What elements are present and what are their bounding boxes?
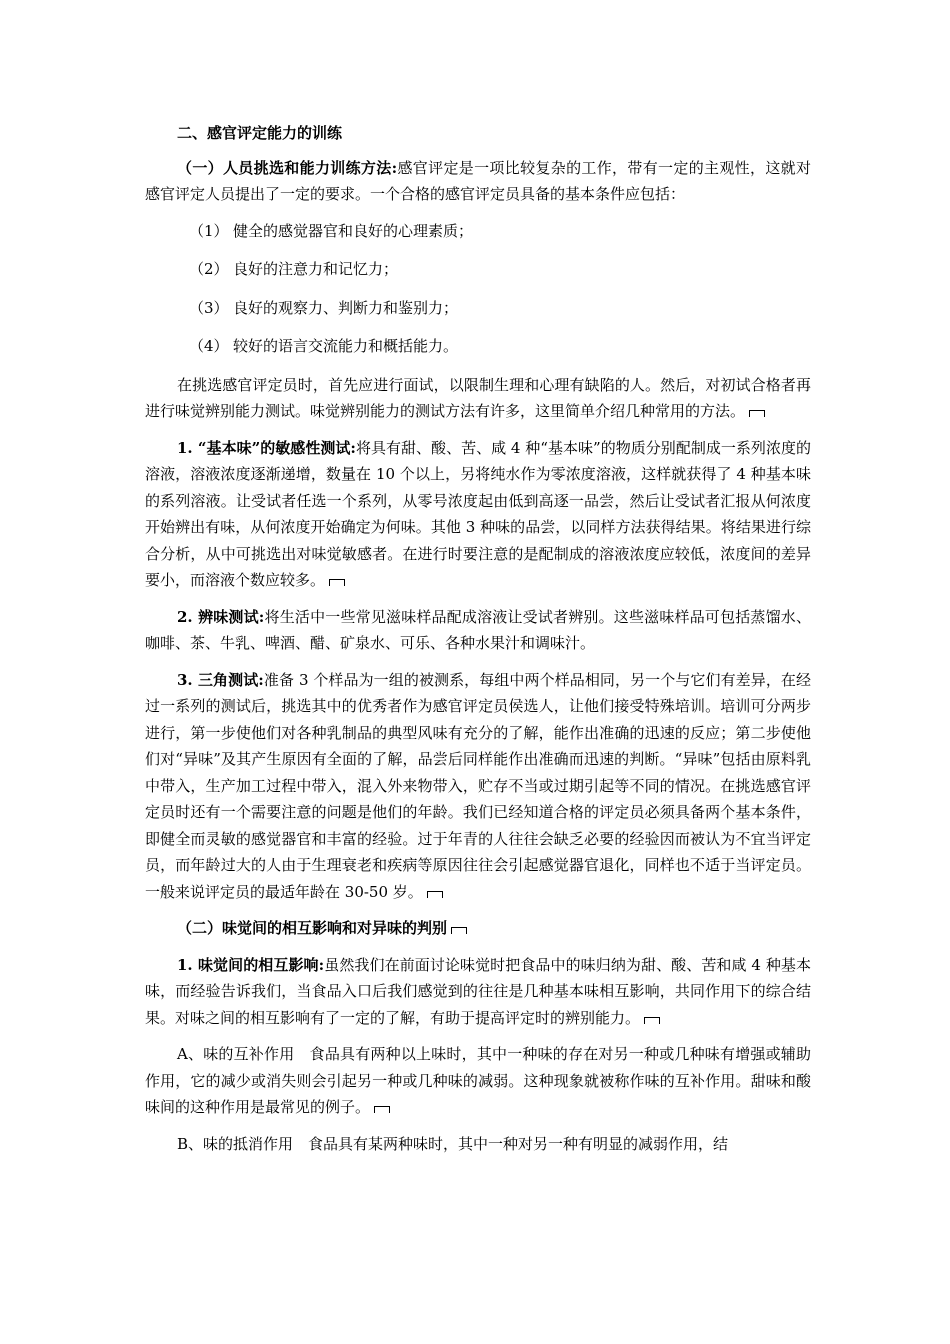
test1-text: 将具有甜、酸、苦、咸 4 种“基本味”的物质分别配制成一系列浓度的溶液，溶液浓度逐渐递增，数量在 10 个以上，另将纯水作为零浓度溶液，这样就获得了 4 种基本味的系列溶液。让受试者任选一个系列，从零号浓度起由低到高逐一品尝，然后让受试者汇报从何浓度开始辨出有味，从何浓度开始确定为何味。其他 3 种味的品尝，以同样方法获得结果。将结果进行综合分析，从中可挑选出对味觉敏感者。在进行时要注意的是配制成的溶液浓度应较低，浓度间的差异要小，而溶液个数应较多。: [145, 438, 811, 589]
test2-text: 将生活中一些常见滋味样品配成溶液让受试者辨别。这些滋味样品可包括蒸馏水、咖啡、茶、牛乳、啤酒、醋、矿泉水、可乐、各种水果汁和调味汁。: [145, 607, 811, 652]
sub1-text: 虽然我们在前面讨论味觉时把食品中的味归纳为甜、酸、苦和咸 4 种基本味，而经验告诉我们，当食品入口后我们感觉到的往往是几种基本味相互影响，共同作用下的综合结果。对味之间的相互影响有了一定的了解，有助于提高评定时的辨别能力。: [145, 955, 811, 1027]
test3-title: 3. 三角测试:: [177, 670, 264, 689]
test3-text: 准备 3 个样品为一组的被测系，每组中两个样品相同，另一个与它们有差异，在经过一系列的测试后，挑选其中的优秀者作为感官评定员侯选人，让他们接受特殊培训。培训可分两步进行，第一步使他们对各种乳制品的典型风味有充分的了解，能作出准确的迅速的反应；第二步使他们对“异味”及其产生原因有全面的了解，品尝后同样能作出准确而迅速的判断。“异味”包括由原料乳中带入，生产加工过程中带入，混入外来物带入，贮存不当或过期引起等不同的情况。在挑选感官评定员时还有一个需要注意的问题是他们的年龄。我们已经知道合格的评定员必须具备两个基本条件，即健全而灵敏的感觉器官和丰富的经验。过于年青的人往往会缺乏必要的经验因而被认为不宜当评定员，而年龄过大的人由于生理衰老和疾病等原因往往会引起感觉器官退化，同样也不适于当评定员。一般来说评定员的最适年龄在 30-50 岁。: [145, 670, 811, 901]
paragraph-mark-icon: [374, 1106, 390, 1113]
paragraph-mark-icon: [451, 927, 467, 934]
test2-title: 2. 辨味测试:: [177, 607, 265, 626]
list-item-number: （2）: [189, 260, 229, 278]
list-item-number: （1）: [189, 221, 229, 240]
sub1-paragraph: [145, 952, 811, 1032]
section1-intro: 感官评定是一项比较复杂的工作，带有一定的主观性，这就对感官评定人员提出了一定的要求。一个合格的感官评定员具备的基本条件应包括：: [145, 158, 811, 203]
test1-title: 1. “基本味”的敏感性测试:: [177, 438, 356, 457]
test2-paragraph: [145, 604, 811, 657]
list-item-text: 较好的语言交流能力和概括能力。: [233, 337, 459, 355]
section-heading: 二、感官评定能力的训练: [177, 124, 343, 142]
list-item-text: 良好的观察力、判断力和鉴别力；: [233, 298, 459, 317]
paragraph-mark-icon: [329, 579, 345, 586]
selection-paragraph: [145, 372, 811, 425]
test1-paragraph: [145, 435, 811, 594]
offset-paragraph: [145, 1131, 811, 1158]
offset-text: B、味的抵消作用 食品具有某两种味时，其中一种对另一种有明显的减弱作用，结: [177, 1134, 729, 1153]
list-item-number: （3）: [189, 298, 229, 317]
paragraph-mark-icon: [749, 410, 765, 417]
section1-title: （一）人员挑选和能力训练方法:: [177, 158, 398, 177]
document-body: [145, 120, 811, 1167]
section2-heading: [145, 915, 811, 942]
complement-paragraph: [145, 1041, 811, 1121]
paragraph-mark-icon: [644, 1017, 660, 1024]
list-item-text: 健全的感觉器官和良好的心理素质；: [233, 221, 474, 240]
sub1-title: 1. 味觉间的相互影响:: [177, 955, 325, 974]
selection-text: 在挑选感官评定员时，首先应进行面试，以限制生理和心理有缺陷的人。然后，对初试合格者再进行味觉辨别能力测试。味觉辨别能力的测试方法有许多，这里简单介绍几种常用的方法。: [145, 375, 811, 420]
section1-paragraph: [145, 155, 811, 208]
complement-text: A、味的互补作用 食品具有两种以上味时，其中一种味的存在对另一种或几种味有增强或辅助作用，它的减少或消失则会引起另一种或几种味的减弱。这种现象就被称作味的互补作用。甜味和酸味间的这种作用是最常见的例子。: [145, 1045, 811, 1116]
list-item: [145, 256, 811, 283]
list-item: [145, 218, 811, 245]
test3-paragraph: [145, 667, 811, 906]
list-item-text: 良好的注意力和记忆力；: [233, 260, 399, 278]
list-item: [145, 295, 811, 322]
list-item: [145, 333, 811, 360]
paragraph-mark-icon: [427, 891, 443, 898]
list-item-number: （4）: [189, 337, 229, 355]
section2-title: （二）味觉间的相互影响和对异味的判别: [177, 919, 448, 937]
